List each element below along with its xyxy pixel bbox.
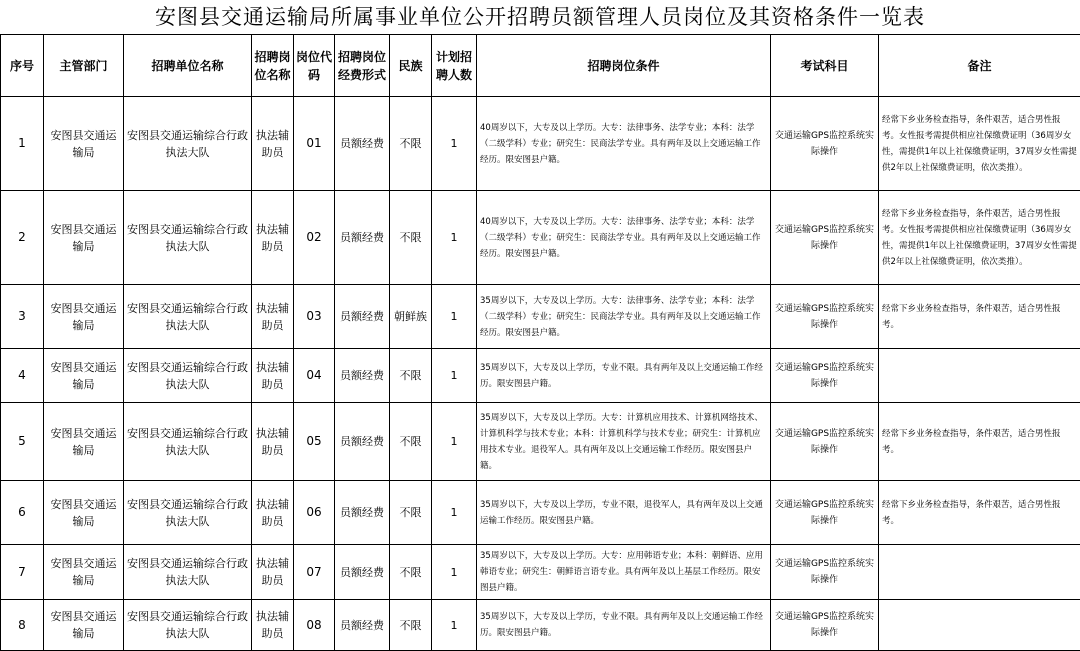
cell-count: 1: [432, 97, 477, 191]
cell-conditions: 35周岁以下，大专及以上学历。大专：法律事务、法学专业；本科：法学（二级学科）专业；研究生：民商法学专业。具有两年及以上交通运输工作经历。限安图县户籍。: [477, 285, 771, 349]
cell-post-name: 执法辅助员: [252, 403, 294, 481]
cell-unit: 安图县交通运输综合行政执法大队: [124, 285, 252, 349]
cell-notes: 经常下乡业务检查指导，条件艰苦，适合男性报考。女性报考需提供相应社保缴费证明（36周岁女性，需提供1年以上社保缴费证明，37周岁女性需提供2年以上社保缴费证明，依次类推）。: [879, 191, 1080, 285]
cell-unit: 安图县交通运输综合行政执法大队: [124, 403, 252, 481]
cell-conditions: 35周岁以下，大专及以上学历。大专：应用韩语专业；本科：朝鲜语、应用韩语专业；研究生：朝鲜语言语专业。具有两年及以上基层工作经历。限安图县户籍。: [477, 545, 771, 600]
cell-conditions: 35周岁以下，大专及以上学历，专业不限。具有两年及以上交通运输工作经历。限安图县户籍。: [477, 600, 771, 651]
cell-post-code: 06: [294, 481, 335, 545]
cell-exam: 交通运输GPS监控系统实际操作: [771, 285, 879, 349]
cell-serial: 1: [1, 97, 44, 191]
cell-ethnicity: 不限: [390, 97, 432, 191]
cell-notes: [879, 600, 1080, 651]
recruitment-table: [0, 34, 1080, 651]
header-department: 主管部门: [44, 35, 124, 97]
cell-exam: 交通运输GPS监控系统实际操作: [771, 481, 879, 545]
cell-notes: [879, 349, 1080, 403]
cell-funding: 员额经费: [335, 349, 390, 403]
header-count: 计划招聘人数: [432, 35, 477, 97]
cell-unit: 安图县交通运输综合行政执法大队: [124, 191, 252, 285]
table-row: [1, 403, 1080, 481]
cell-unit: 安图县交通运输综合行政执法大队: [124, 481, 252, 545]
cell-department: 安图县交通运输局: [44, 481, 124, 545]
cell-post-code: 01: [294, 97, 335, 191]
cell-count: 1: [432, 545, 477, 600]
cell-notes: 经常下乡业务检查指导，条件艰苦，适合男性报考。: [879, 285, 1080, 349]
cell-conditions: 40周岁以下，大专及以上学历。大专：法律事务、法学专业；本科：法学（二级学科）专业；研究生：民商法学专业。具有两年及以上交通运输工作经历。限安图县户籍。: [477, 191, 771, 285]
cell-serial: 6: [1, 481, 44, 545]
cell-conditions: 35周岁以下，大专及以上学历，专业不限。具有两年及以上交通运输工作经历。限安图县户籍。: [477, 349, 771, 403]
cell-post-name: 执法辅助员: [252, 97, 294, 191]
table-row: [1, 481, 1080, 545]
cell-department: 安图县交通运输局: [44, 403, 124, 481]
cell-unit: 安图县交通运输综合行政执法大队: [124, 97, 252, 191]
cell-unit: 安图县交通运输综合行政执法大队: [124, 545, 252, 600]
cell-unit: 安图县交通运输综合行政执法大队: [124, 349, 252, 403]
cell-department: 安图县交通运输局: [44, 97, 124, 191]
header-exam: 考试科目: [771, 35, 879, 97]
cell-ethnicity: 不限: [390, 403, 432, 481]
cell-exam: 交通运输GPS监控系统实际操作: [771, 403, 879, 481]
cell-serial: 8: [1, 600, 44, 651]
cell-exam: 交通运输GPS监控系统实际操作: [771, 97, 879, 191]
cell-funding: 员额经费: [335, 191, 390, 285]
cell-department: 安图县交通运输局: [44, 349, 124, 403]
cell-count: 1: [432, 285, 477, 349]
cell-serial: 4: [1, 349, 44, 403]
cell-ethnicity: 不限: [390, 545, 432, 600]
cell-serial: 2: [1, 191, 44, 285]
cell-funding: 员额经费: [335, 600, 390, 651]
cell-post-name: 执法辅助员: [252, 191, 294, 285]
cell-ethnicity: 不限: [390, 349, 432, 403]
header-post-code: 岗位代码: [294, 35, 335, 97]
cell-ethnicity: 不限: [390, 600, 432, 651]
table-row: [1, 545, 1080, 600]
cell-funding: 员额经费: [335, 403, 390, 481]
cell-funding: 员额经费: [335, 285, 390, 349]
cell-unit: 安图县交通运输综合行政执法大队: [124, 600, 252, 651]
cell-post-name: 执法辅助员: [252, 285, 294, 349]
cell-exam: 交通运输GPS监控系统实际操作: [771, 349, 879, 403]
cell-exam: 交通运输GPS监控系统实际操作: [771, 191, 879, 285]
cell-funding: 员额经费: [335, 545, 390, 600]
cell-funding: 员额经费: [335, 97, 390, 191]
cell-count: 1: [432, 481, 477, 545]
cell-post-name: 执法辅助员: [252, 349, 294, 403]
table-row: [1, 600, 1080, 651]
cell-funding: 员额经费: [335, 481, 390, 545]
cell-department: 安图县交通运输局: [44, 600, 124, 651]
cell-serial: 5: [1, 403, 44, 481]
cell-post-code: 02: [294, 191, 335, 285]
table-row: [1, 285, 1080, 349]
cell-post-name: 执法辅助员: [252, 481, 294, 545]
document-title: 安图县交通运输局所属事业单位公开招聘员额管理人员岗位及其资格条件一览表: [0, 0, 1080, 34]
cell-post-code: 03: [294, 285, 335, 349]
cell-post-name: 执法辅助员: [252, 600, 294, 651]
cell-conditions: 40周岁以下，大专及以上学历。大专：法律事务、法学专业；本科：法学（二级学科）专业；研究生：民商法学专业。具有两年及以上交通运输工作经历。限安图县户籍。: [477, 97, 771, 191]
cell-post-code: 04: [294, 349, 335, 403]
cell-post-code: 05: [294, 403, 335, 481]
table-row: [1, 349, 1080, 403]
cell-count: 1: [432, 600, 477, 651]
cell-ethnicity: 朝鲜族: [390, 285, 432, 349]
cell-post-code: 08: [294, 600, 335, 651]
header-notes: 备注: [879, 35, 1080, 97]
header-serial: 序号: [1, 35, 44, 97]
cell-count: 1: [432, 349, 477, 403]
cell-notes: 经常下乡业务检查指导，条件艰苦，适合男性报考。女性报考需提供相应社保缴费证明（36周岁女性，需提供1年以上社保缴费证明，37周岁女性需提供2年以上社保缴费证明，依次类推）。: [879, 97, 1080, 191]
cell-exam: 交通运输GPS监控系统实际操作: [771, 600, 879, 651]
header-conditions: 招聘岗位条件: [477, 35, 771, 97]
cell-count: 1: [432, 191, 477, 285]
cell-department: 安图县交通运输局: [44, 545, 124, 600]
cell-department: 安图县交通运输局: [44, 285, 124, 349]
cell-notes: [879, 545, 1080, 600]
cell-department: 安图县交通运输局: [44, 191, 124, 285]
header-post-name: 招聘岗位名称: [252, 35, 294, 97]
table-row: [1, 97, 1080, 191]
header-unit: 招聘单位名称: [124, 35, 252, 97]
cell-notes: 经常下乡业务检查指导，条件艰苦，适合男性报考。: [879, 481, 1080, 545]
cell-ethnicity: 不限: [390, 481, 432, 545]
header-funding: 招聘岗位经费形式: [335, 35, 390, 97]
cell-conditions: 35周岁以下，大专及以上学历。大专：计算机应用技术、计算机网络技术、计算机科学与技术专业；本科：计算机科学与技术专业；研究生：计算机应用技术专业。退役军人。具有两年及以上交通运输工作经历。限安图县户籍。: [477, 403, 771, 481]
cell-serial: 3: [1, 285, 44, 349]
cell-ethnicity: 不限: [390, 191, 432, 285]
cell-post-code: 07: [294, 545, 335, 600]
cell-exam: 交通运输GPS监控系统实际操作: [771, 545, 879, 600]
header-row: [1, 35, 1080, 97]
cell-count: 1: [432, 403, 477, 481]
header-ethnicity: 民族: [390, 35, 432, 97]
cell-post-name: 执法辅助员: [252, 545, 294, 600]
cell-notes: 经常下乡业务检查指导，条件艰苦，适合男性报考。: [879, 403, 1080, 481]
table-row: [1, 191, 1080, 285]
cell-conditions: 35周岁以下，大专及以上学历，专业不限，退役军人，具有两年及以上交通运输工作经历。限安图县户籍。: [477, 481, 771, 545]
cell-serial: 7: [1, 545, 44, 600]
